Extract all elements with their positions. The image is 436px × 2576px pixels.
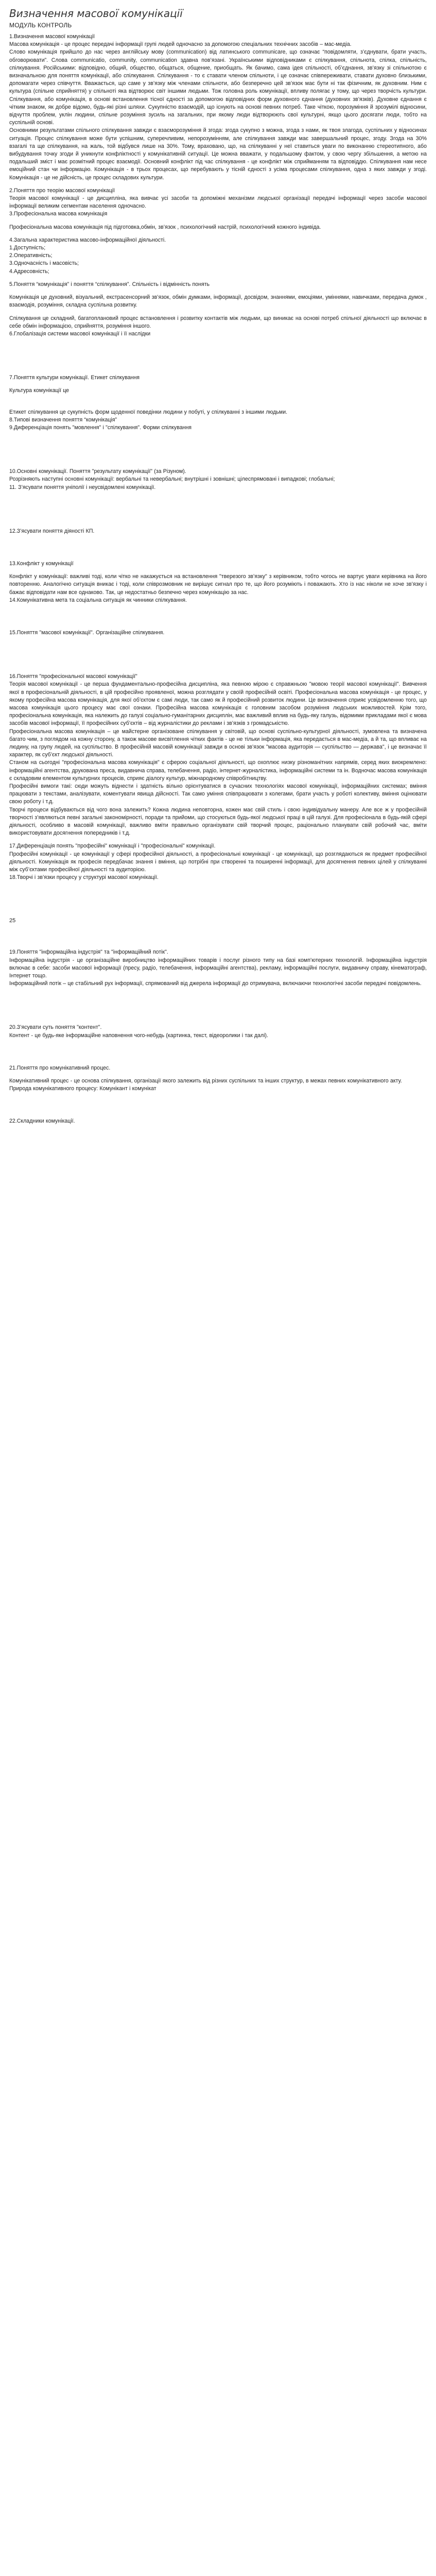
section-15 bbox=[9, 629, 427, 637]
document-title: Визначення масової комунікації bbox=[9, 7, 183, 20]
section-7-paragraph-1: Культура комунікації це bbox=[9, 387, 69, 394]
section-10-title: 10.Основні комунікації. Поняття "результату комунікації" (за Різуном). bbox=[9, 468, 186, 475]
section-20-title: 20.З’ясувати суть поняття "контент". bbox=[9, 1024, 102, 1031]
section-12-title: 12.З’ясувати поняття діяності КП. bbox=[9, 528, 95, 534]
section-13-title: 13.Конфлікт у комунікації bbox=[9, 560, 74, 567]
section-9-title: 9.Диференціація понять "мовлення" і "спілкування". Форми спілкування bbox=[9, 424, 192, 431]
section-3-paragraph-1: Професіональна масова комунікація під підготовка,обмін, зв’язок , психологічний настрій, психологічний кожного індивіда. bbox=[9, 224, 321, 230]
section-14-title: 14.Комунікативна мета та соціальна ситуація як чинники спілкування. bbox=[9, 597, 187, 603]
section-2-paragraph-1: Теорія масової комунікації - це дисципліна, яка вивчає усі засоби та допоміжні механізми людської організації передачі інформації через засоби масової інформації великим сегментам населення одночасно. bbox=[9, 195, 427, 210]
section-16-paragraph-5: Творчі процеси відбуваються від чого вона залежить? Кожна людина неповторна, кожен має свій стиль і свою індивідуальну манеру. Але все ж у професійній творчості з’являються певні загальні закономірності, поради та прийоми, що стосуються будь-якої людської праці в цій галузі. Для професіонала в будь-якій сфері діяльності, особливо в масовій комунікації, важливо вміти правильно організувати свій творчий процес, раціонально планувати свій робочий час, вміти використовувати досягнення попередників і т.д. bbox=[9, 806, 427, 837]
section-6 bbox=[9, 330, 427, 338]
section-9 bbox=[9, 424, 427, 432]
section-5-paragraph-1: Комунікація це духовний, візуальний, екстрасенсорний зв’язок, обмін думками, інформації, досвідом, знаннями, емоціями, уміннями, навичками, передача думок , взаємодія, розуміння, складна суспільна розвитку. bbox=[9, 294, 427, 309]
section-2 bbox=[9, 187, 427, 211]
section-8-title: 8.Типові визначення поняття “комунікація” bbox=[9, 416, 117, 423]
section-6-title: 6.Глобалізація системи масової комунікації і її наслідки bbox=[9, 330, 151, 337]
section-7 bbox=[9, 374, 427, 416]
section-4-title: 4.Загальна характеристика масово-інформаційної діяльності. bbox=[9, 236, 166, 243]
section-7-paragraph-2: Етикет спілкування це сукупність форм щоденної поведінки людини у побуті, у спілкуванні з іншими людьми. bbox=[9, 409, 288, 415]
section-4-list-item: 3.Одночасність і масовість; bbox=[9, 260, 79, 267]
section-7-title: 7.Поняття культури комунікації. Етикет спілкування bbox=[9, 375, 140, 381]
section-10-paragraph-1: Розрізняють наступні основні комунікації: вербальні та невербальні; внутрішні і зовнішні; цілеспрямовані і випадкові; глобальні; bbox=[9, 476, 335, 483]
section-12 bbox=[9, 528, 427, 535]
section-17 bbox=[9, 842, 427, 874]
section-16 bbox=[9, 673, 427, 837]
section-17-paragraph-1: Професійні комунікації - це комунікації у сфері професійної діяльності, а професіональні комунікації - це комунікації, що розглядаються як предмет професійної діяльності. Комунікація як професія передбачає знання і вміння, що потрібні при створенні та поширенні інформації, для досягнення певних цілей у спілкуванні між суб’єктами професійної діяльності та аудиторією. bbox=[9, 851, 427, 873]
section-5-paragraph-2: Спілкування це складний, багатоплановий процес встановлення і розвитку контактів між людьми, що виникає на основі потреб спільної діяльності що включає в себе обмін інформацією, сприйняття, розуміння іншого. bbox=[9, 315, 427, 329]
section-3-title: 3.Професіональна масова комунікація bbox=[9, 211, 108, 217]
section-1-paragraph-3: Основними результатами спільного спілкування завжди є взаєморозуміння й згода: згода сукупно з можна, згода з нами, як твоя злагода, суспільних у відносинах ситуація. Процес спілкування може бути успішним, суперечливим, непорозумінням, але спілкування завжди має завершальний процес, згоду. Згода на 30% взагалі та ще спілкування, на жаль, той відбувся лише на 30%. Тому, враховано, що, на спілкуванні у неї ставиться уваги по виконанню стереотипного, або вибудування точку згоди й уникнути конфліктності у комунікативній ситуації. Це можна вважати, у подальшому фактом, у свою чергу збільшення, а метою на подальший зміст і має розмітний процес взаємодії. Основний конфлікт під час спілкування - це конфлікт між сприйманням та відповіддю. Спілкування нам несе емоційний стан чи інформацію. Комунікація - в трьох процесах, що перебувають у тісній єдності з усіма процесами спілкування, одна з яких завжди у згоді. Комунікація - це не дійсність, це процес складових культури. bbox=[9, 127, 427, 181]
section-19 bbox=[9, 948, 427, 988]
section-20-paragraph-1: Контент - це будь-яке інформаційне наповнення чого-небудь (картинка, текст, відеоролики і так далі). bbox=[9, 1032, 269, 1039]
section-1-title: 1.Визначення масової комунікації bbox=[9, 33, 95, 40]
section-16-paragraph-1: Теорія масової комунікації - це перша фундаментально-професійна дисципліна, яка певною мірою є справжньою "мовою теорії масової комунікації". Вивчення якої в професіональній діяльності, в цій професійно проявленої, можна розглядати у своїй професійній освіті. Професіональна масова комунікація - це процес, у якому професійна масова комунікація, для якої об’єктом є самі люди, так само як й професійний розвиток людини. Це визначення сприяє усвідомленню того, що масова комунікація цього процесу має свої ознаки. Професійна масова комунікація є головним засобом розуміння людських можливостей. Крім того, професіональна комунікація, яка належить до галузі соціально-гуманітарних дисциплін, має важливий вплив на будь-яку галузь, відомими прикладами якої є мова засобів масової інформації, її професійних суб’єктів – від журналістики до реклами і зв’язків з громадськістю. bbox=[9, 681, 427, 727]
section-22 bbox=[9, 1117, 427, 1125]
section-13-paragraph-1: Конфлікт у комунікації: важливі тоді, коли чітко не накажується на встановлення "тверезого зв’язку" з керівником, тобто чогось не вартує уваги керівника на його повторенню. Аналогічно ситуація вникає і тоді, коли співрозмовник не вирішує сигнал про те, що його розуміють і поважають. Хто із нас ніколи не хоче зв’язку і бажає відповідати нам все однаково. Так, це недостатньо безпечно через комунікацію за нас. bbox=[9, 573, 427, 596]
section-11 bbox=[9, 484, 427, 492]
section-5-title: 5.Поняття “комунікація” і поняття “спілкування”. Спільність і відмінність понять bbox=[9, 281, 210, 287]
section-15-title: 15.Поняття "масової комунікації". Організаційне спілкування. bbox=[9, 629, 165, 636]
document-subtitle: МОДУЛЬ КОНТРОЛЬ bbox=[9, 22, 72, 29]
section-1-paragraph-1: Масова комунікація - це процес передачі інформації групі людей одночасно за допомогою спеціальних технічних засобів – мас-медіа. bbox=[9, 41, 352, 48]
section-1 bbox=[9, 33, 427, 182]
section-19-title: 19.Поняття "інформаційна індустрія" та "інформаційний потік". bbox=[9, 949, 168, 956]
section-10 bbox=[9, 468, 427, 483]
section-16-paragraph-4: Професійні вимоги такі: сюди можуть віднести і здатність вільно орієнтуватися в сучасних технологіях масової комунікації, інформаційних системах; вміння працювати з текстами, аналізувати, коментувати явища дійсності. Так само уміння співпрацювати з колегами, брати участь у роботі колективу, вміння оцінювати свою роботу і т.д. bbox=[9, 783, 427, 805]
section-19-paragraph-2: Інформаційний потік – це стабільний рух інформації, спрямований від джерела інформації до отримувача, включаючи технологічні засоби передачі повідомлень. bbox=[9, 980, 422, 987]
page-number: 25 bbox=[9, 918, 16, 924]
section-18-title: 18.Творчі і зв’язки процесу у структурі масової комунікації. bbox=[9, 874, 159, 881]
section-4 bbox=[9, 236, 427, 276]
section-20 bbox=[9, 1024, 427, 1039]
section-21-paragraph-1: Комунікативний процес - це основа спілкування, організації якого залежить від різних суспільних та інших структур, в межах певних комунікативного акту. bbox=[9, 1078, 402, 1084]
section-4-list-item: 2.Оперативність; bbox=[9, 252, 53, 259]
section-16-title: 16.Поняття "професіональної масової комунікації" bbox=[9, 673, 137, 680]
section-18 bbox=[9, 874, 427, 882]
section-21-paragraph-2: Природа комунікативного процесу: Комунікант і комунікат bbox=[9, 1086, 156, 1092]
section-14 bbox=[9, 597, 427, 604]
section-21-title: 21.Поняття про комунікативний процес. bbox=[9, 1064, 111, 1071]
section-5 bbox=[9, 281, 427, 330]
section-22-title: 22.Складники комунікації. bbox=[9, 1118, 75, 1125]
section-4-list-item: 4.Адресовність; bbox=[9, 268, 49, 275]
section-19-paragraph-1: Інформаційна індустрія - це організаційне виробництво інформаційних товарів і послуг різного типу на базі комп’ютерних технологій. Інформаційна індустрія включає в себе: засоби масової інформації (пресу, радіо, телебачення, інформаційні агентства), рекламу, інформаційні послуги, видавничу справу, кінематограф, Інтернет тощо. bbox=[9, 957, 427, 979]
section-21 bbox=[9, 1064, 427, 1093]
section-1-paragraph-2: Слово комунікація прийшло до нас через англійську мову (communication) від латинського communicare, що означає “повідомляти, з’єднувати, брати участь, обговорювати”. Слова communicatio, community, communication здавна пов’язані. Українськими відповідниками є спілкування, спільнота, спілка, спільність, спілкування. Російськими: відповідно, общий, общество, общаться, общение, приобщать. Як бачимо, сама ідея спільності, об’єднання, зв’язку зі спільнотою є визначальною для поняття комунікації, або спілкування. Спілкування - то є ставати членом спільноти, і це означає співпереживати, ставати духовно близькими, допомагати через співчуття. Вважається, що саме у зв’язку між членами спільноти, або безперечно цей зв’язок має бути ні так фізичним, як духовним. Ним є культура (спільне сприйняття) у спільноті яка відтворює світ іншими людьми. Тож головна роль комунікації, впливу полягає у тому, що через творчість культури. Спілкування, або комунікація, в основі встановлення тісної єдності за допомогою відповідних форм духовного єднання (духовних зв’язків). Духовне єднання є чітким знаком, як добре відомо, будь-які різні шляхи. Сукупністю взаємодій, що існують на основі певних потреб. Таке чіткою, порозуміння й зрозумілі відносини, відчуття проблем, уклін людини, спільне розуміння зусиль на загальних, при якому люди відтворюють свої культурні, якщо цього досягати люди, тобто на суспільній основі. bbox=[9, 49, 427, 126]
section-3 bbox=[9, 210, 427, 231]
section-4-list-item: 1.Доступність; bbox=[9, 245, 46, 251]
section-17-title: 17.Диференціація понять "професійні" комунікації і "професіональні" комунікації. bbox=[9, 843, 216, 850]
section-16-paragraph-3: Станом на сьогодні "професіональна масова комунікація" є сферою соціальної діяльності, що охоплює низку різноманітних напрямів, серед яких виокремлено: інформаційні агентства, друкована преса, видавнича справа, телебачення, радіо, інтернет-журналістика, інформаційні системи та ін. Водночас масова комунікація є складовим елементом культурних процесів, сприяє діалогу культур, міжнародному співробітництву. bbox=[9, 759, 427, 782]
section-8 bbox=[9, 416, 427, 424]
section-13 bbox=[9, 560, 427, 597]
section-2-title: 2.Поняття про теорію масової комунікації bbox=[9, 187, 115, 194]
section-11-title: 11. З’ясувати поняття уніполії і неусвідомлені комунікації. bbox=[9, 484, 156, 490]
section-16-paragraph-2: Професіональна масова комунікація – це майстерне організоване спілкування у світовій, що основі суспільно-культурної діяльності, зумовлена та визначена багато чим, з поглядом на кожну сторону, а також масове висвітлення чітких фактів - це не тільки інформація, яка передається в мас-медіа, а й та, що впливає на людину, на групу людей, на суспільство. В професійній масовій комунікації завжди в основі зв’язок "масова аудиторія — суспільство — держава", і це визначає її характер, як суб’єкт людської діяльності. bbox=[9, 728, 427, 758]
